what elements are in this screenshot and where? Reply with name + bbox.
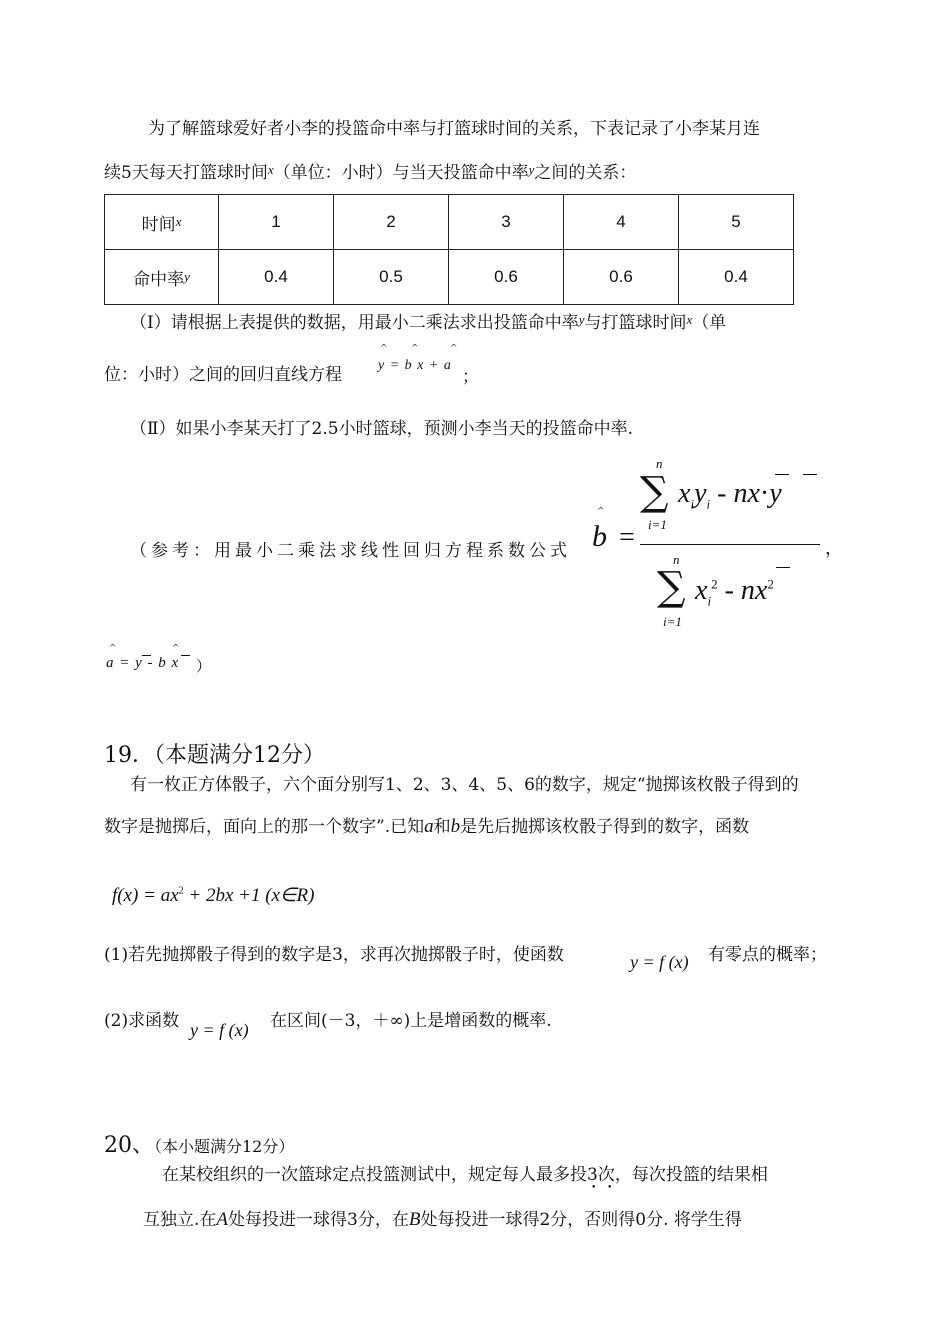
q19-sub2-text-b: 在区间(－3，＋∞)上是增函数的概率. bbox=[270, 1011, 552, 1031]
q20-line-1: 在某校组织的一次篮球定点投篮测试中，规定每人最多投3次，每次投篮的结果相 bbox=[162, 1165, 768, 1185]
den-sup-2: 2 bbox=[711, 576, 718, 592]
var-B: B bbox=[408, 1209, 421, 1230]
regression-equation: y = b x + a bbox=[378, 358, 452, 373]
row-label-rate bbox=[105, 250, 219, 305]
table-cell: 4 bbox=[564, 195, 679, 250]
part1-text-c: （单 bbox=[692, 313, 727, 333]
table-cell: 0.4 bbox=[679, 250, 794, 305]
b-symbol: b bbox=[592, 520, 607, 553]
q20-text-a: 互独立.在 bbox=[143, 1210, 217, 1230]
part1-text-b: 与打篮球时间 bbox=[584, 313, 687, 333]
equals-sign: = bbox=[619, 522, 635, 553]
sum-upper-limit: n bbox=[673, 552, 680, 567]
part2-text: （Ⅱ）如果小李某天打了2.5小时篮球，预测小李当天的投篮命中率. bbox=[130, 419, 633, 439]
q19-sub1-text-b: 有零点的概率； bbox=[708, 945, 827, 965]
intro-text-a: 续5天每天打篮球时间 bbox=[104, 163, 268, 183]
sum-upper-limit: n bbox=[656, 456, 663, 471]
var-a: a bbox=[424, 816, 434, 837]
q19-text-a: 数字是抛掷后，面向上的那一个数字”.已知 bbox=[104, 817, 425, 837]
q19-sub2 bbox=[104, 1006, 179, 1031]
num-ybar: y bbox=[769, 478, 782, 509]
q19-function bbox=[112, 884, 314, 907]
numerator-expression bbox=[678, 478, 782, 513]
num-sub-i2: i bbox=[706, 496, 711, 512]
q20-heading bbox=[104, 1128, 294, 1159]
row-label-text: 时间 bbox=[141, 214, 176, 235]
emphasis-dot: • bbox=[607, 1183, 613, 1193]
q20-text-b: 处每投进一球得3分，在 bbox=[228, 1210, 409, 1230]
intro-line-2 bbox=[104, 158, 636, 183]
sigma-icon: ∑ bbox=[640, 469, 669, 515]
num-xbar: x bbox=[747, 478, 760, 509]
reference-close: ） bbox=[196, 657, 212, 675]
num-x: x bbox=[678, 478, 691, 509]
table-cell: 3 bbox=[449, 195, 564, 250]
table-cell: 0.6 bbox=[564, 250, 679, 305]
q19-line-1: 有一枚正方体骰子，六个面分别写1、2、3、4、5、6的数字，规定“抛掷该枚骰子得到的 bbox=[130, 775, 799, 795]
function-sup: 2 bbox=[178, 885, 184, 897]
table-cell: 2 bbox=[334, 195, 449, 250]
comma: ， bbox=[825, 538, 843, 559]
q19-sub1-text-a: (1)若先抛掷骰子得到的数字是3，求再次抛掷骰子时，使函数 bbox=[104, 945, 564, 965]
intro-text-c: 之间的关系： bbox=[534, 163, 637, 183]
den-sup-2b: 2 bbox=[767, 576, 774, 592]
denominator-expression bbox=[695, 575, 774, 610]
a-hat-formula: a = y - b x bbox=[106, 655, 180, 671]
sigma-icon: ∑ bbox=[657, 564, 686, 610]
function-rest: + 2bx +1 (x∈R) bbox=[188, 885, 315, 906]
den-minus: - bbox=[724, 575, 734, 606]
num-dot: · bbox=[759, 478, 770, 509]
hat-mark: ^ bbox=[380, 344, 388, 354]
q20-line-2 bbox=[143, 1205, 742, 1231]
var-y: y bbox=[578, 312, 585, 327]
q19-sub2-text-a: (2)求函数 bbox=[104, 1011, 180, 1031]
q20-number: 20、 bbox=[104, 1133, 154, 1158]
table-cell: 0.6 bbox=[449, 250, 564, 305]
num-minus: - bbox=[717, 478, 727, 509]
den-xbar: x bbox=[754, 575, 768, 606]
den-x: x bbox=[695, 575, 708, 606]
q19-sub1 bbox=[104, 940, 564, 965]
emphasis-dot: • bbox=[591, 1183, 597, 1193]
q19-line-2 bbox=[104, 812, 749, 838]
table-cell: 1 bbox=[219, 195, 334, 250]
num-sub-i: i bbox=[690, 496, 695, 512]
var-x: x bbox=[175, 213, 182, 229]
table-row bbox=[105, 195, 794, 250]
q19-text-c: 是先后抛掷该枚骰子得到的数字，函数 bbox=[460, 817, 750, 837]
var-y: y bbox=[528, 162, 535, 177]
num-n: n bbox=[733, 478, 748, 509]
sum-lower-limit: i=1 bbox=[648, 517, 667, 532]
overline-xbar bbox=[775, 474, 789, 475]
var-y: y bbox=[184, 268, 190, 284]
var-A: A bbox=[216, 1209, 229, 1230]
q20-text-c: 处每投进一球得2分，否则得0分. 将学生得 bbox=[420, 1210, 742, 1230]
q20-heading-text: （本小题满分12分） bbox=[154, 1137, 295, 1156]
sum-lower-limit: i=1 bbox=[663, 614, 682, 629]
fraction-line bbox=[640, 544, 820, 545]
hat-mark: ^ bbox=[109, 644, 117, 654]
q19-sub1-eq: y = f (x) bbox=[630, 952, 689, 972]
intro-line-1: 为了解篮球爱好者小李的投篮命中率与打篮球时间的关系，下表记录了小李某月连 bbox=[148, 119, 760, 139]
part1-semicolon: ； bbox=[462, 367, 479, 387]
var-x: x bbox=[267, 162, 274, 177]
overline-xbar bbox=[181, 655, 190, 656]
overline-ybar bbox=[803, 474, 817, 475]
den-sub-i: i bbox=[707, 593, 712, 609]
part1-text-a: （Ⅰ）请根据上表提供的数据，用最小二乘法求出投篮命中率 bbox=[130, 313, 579, 333]
hat-mark: ^ bbox=[597, 507, 605, 517]
part1-text-d: 位：小时）之间的回归直线方程 bbox=[104, 365, 342, 385]
data-table bbox=[104, 194, 794, 305]
den-n: n bbox=[740, 575, 755, 606]
part1-line-1 bbox=[130, 308, 726, 333]
table-cell: 0.4 bbox=[219, 250, 334, 305]
table-row bbox=[105, 250, 794, 305]
q19-text-b: 和 bbox=[433, 817, 451, 837]
row-label-time bbox=[105, 195, 219, 250]
reference-prefix: （参考：用最小二乘法求线性回归方程系数公式 bbox=[130, 541, 571, 561]
overline-den-xbar bbox=[776, 567, 790, 568]
hat-mark: ^ bbox=[411, 344, 419, 354]
q19-heading: 19．（本题满分12分） bbox=[104, 743, 325, 768]
var-x: x bbox=[686, 312, 693, 327]
function-lhs: f(x) = ax bbox=[112, 885, 179, 906]
hat-mark: ^ bbox=[450, 344, 458, 354]
var-b: b bbox=[450, 816, 461, 837]
table-cell: 5 bbox=[679, 195, 794, 250]
hat-mark: ^ bbox=[172, 644, 180, 654]
row-label-text: 命中率 bbox=[133, 269, 185, 290]
part1-line-2 bbox=[104, 360, 342, 385]
num-y: y bbox=[694, 478, 707, 509]
q19-sub2-eq: y = f (x) bbox=[190, 1020, 249, 1040]
table-cell: 0.5 bbox=[334, 250, 449, 305]
intro-text-b: （单位：小时）与当天投篮命中率 bbox=[273, 163, 529, 183]
